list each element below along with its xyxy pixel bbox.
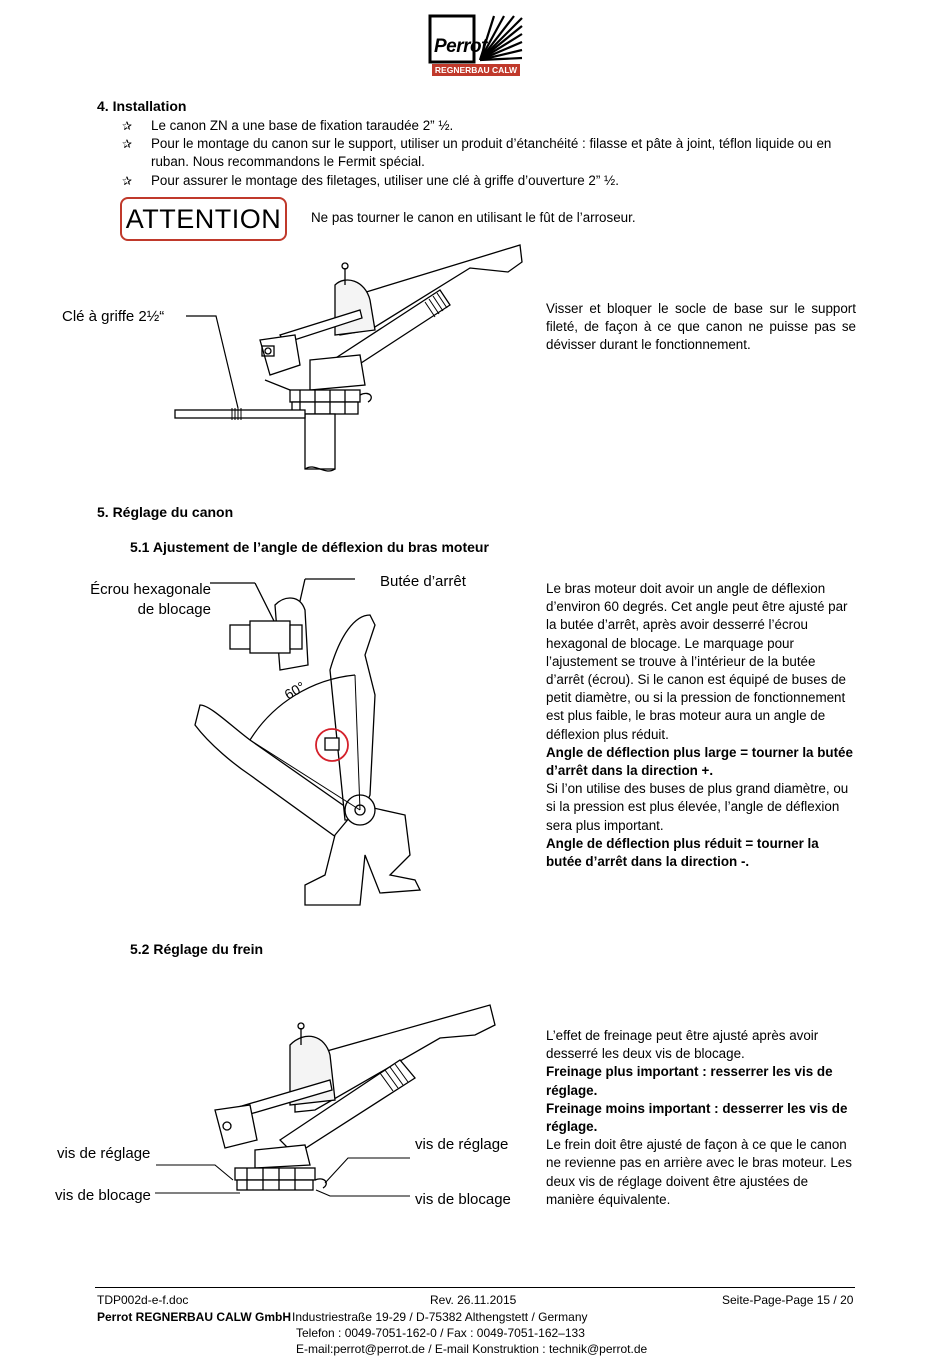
footer-email: E-mail:perrot@perrot.de / E-mail Konstruktion : technik@perrot.de <box>296 1342 648 1356</box>
footer-phone: Telefon : 0049-7051-162-0 / Fax : 0049-7051-162–133 <box>296 1326 585 1340</box>
angle-label: 60° <box>281 678 308 703</box>
star-bullet-icon: ✰ <box>122 173 133 188</box>
nut-label-line2: de blocage <box>137 601 211 618</box>
frein-para-bold: Freinage plus important : resserrer les vis de réglage. <box>546 1064 833 1098</box>
install-text: Visser et bloquer le socle de base sur le support fileté, de façon à ce que canon ne puisse pas se dévisser durant le fonctionnement. <box>546 301 856 353</box>
deflexion-para-bold: Angle de déflection plus réduit = tourner la butée d’arrêt dans la direction -. <box>546 835 819 870</box>
footer-company: Perrot REGNERBAU CALW GmbH <box>97 1310 292 1324</box>
bullet-text: Pour le montage du canon sur le support, utiliser un produit d’étanchéité : filasse et pâte à joint, téflon liquide ou en ruban. Nous recommandons le Fermit spécial. <box>151 136 832 170</box>
frein-text <box>546 1027 856 1209</box>
footer-address: Industriestraße 19-29 / D-75382 Althengstett / Germany <box>292 1310 588 1324</box>
bullet-text: Le canon ZN a une base de fixation taraudée 2” ½. <box>151 118 454 133</box>
frein-para-bold: Freinage moins important : desserrer les vis de réglage. <box>546 1100 848 1135</box>
reglage-label-left: vis de réglage <box>57 1145 151 1162</box>
logo-word: Perrot <box>434 36 487 57</box>
star-bullet-icon: ✰ <box>122 137 133 152</box>
stop-label: Butée d’arrêt <box>380 573 466 590</box>
section-title-installation: 4. Installation <box>97 98 187 114</box>
attention-box: ATTENTION <box>120 197 287 241</box>
subsection-title-frein: 5.2 Réglage du frein <box>130 941 264 957</box>
frein-para: Le frein doit être ajusté de façon à ce que le canon ne revienne pas en arrière avec le bras moteur. Les deux vis de réglage doivent être ajustées de manière équivalente. <box>546 1137 852 1207</box>
deflexion-para: Le bras moteur doit avoir un angle de déflexion d’environ 60 degrés. Cet angle peut être ajusté par la butée d’arrêt, après avoir desserré l’écrou hexagonal de blocage. Le marquage pour l’ajustement se trouve à l’intérieur de la butée d’arrêt (écrou). Si le canon est équipé de buses de petit diamètre, ou si la pression de fonctionnement est plus faible, le bras moteur aura un angle de déflexion plus réduit. <box>546 581 848 742</box>
nut-label-line1: Écrou hexagonale <box>90 581 211 598</box>
footer-doc: TDP002d-e-f.doc <box>97 1293 189 1307</box>
footer-rev: Rev. 26.11.2015 <box>430 1293 517 1307</box>
wrench-label: Clé à griffe 2½“ <box>62 308 165 325</box>
frein-para: L’effet de freinage peut être ajusté après avoir desserré les deux vis de blocage. <box>546 1028 819 1062</box>
footer-page: Seite-Page-Page 15 / 20 <box>722 1293 854 1307</box>
subsection-title-deflexion: 5.1 Ajustement de l’angle de déflexion du bras moteur <box>130 539 489 555</box>
blocage-label-left: vis de blocage <box>55 1187 151 1204</box>
deflexion-para: Si l’on utilise des buses de plus grand diamètre, ou si la pression est plus élevée, l’angle de déflexion sera plus important. <box>546 781 849 833</box>
blocage-label-right: vis de blocage <box>415 1191 511 1208</box>
logo-subtitle: REGNERBAU CALW <box>434 65 518 75</box>
section-title-reglage: 5. Réglage du canon <box>97 504 234 520</box>
bullet-text: Pour assurer le montage des filetages, utiliser une clé à griffe d’ouverture 2” ½. <box>151 172 619 188</box>
reglage-label-right: vis de réglage <box>415 1136 509 1153</box>
footer-divider <box>95 1287 855 1288</box>
deflexion-para-bold: Angle de déflection plus large = tourner la butée d’arrêt dans la direction +. <box>546 744 853 779</box>
star-bullet-icon: ✰ <box>122 119 133 133</box>
attention-text: Ne pas tourner le canon en utilisant le fût de l’arroseur. <box>311 210 636 225</box>
